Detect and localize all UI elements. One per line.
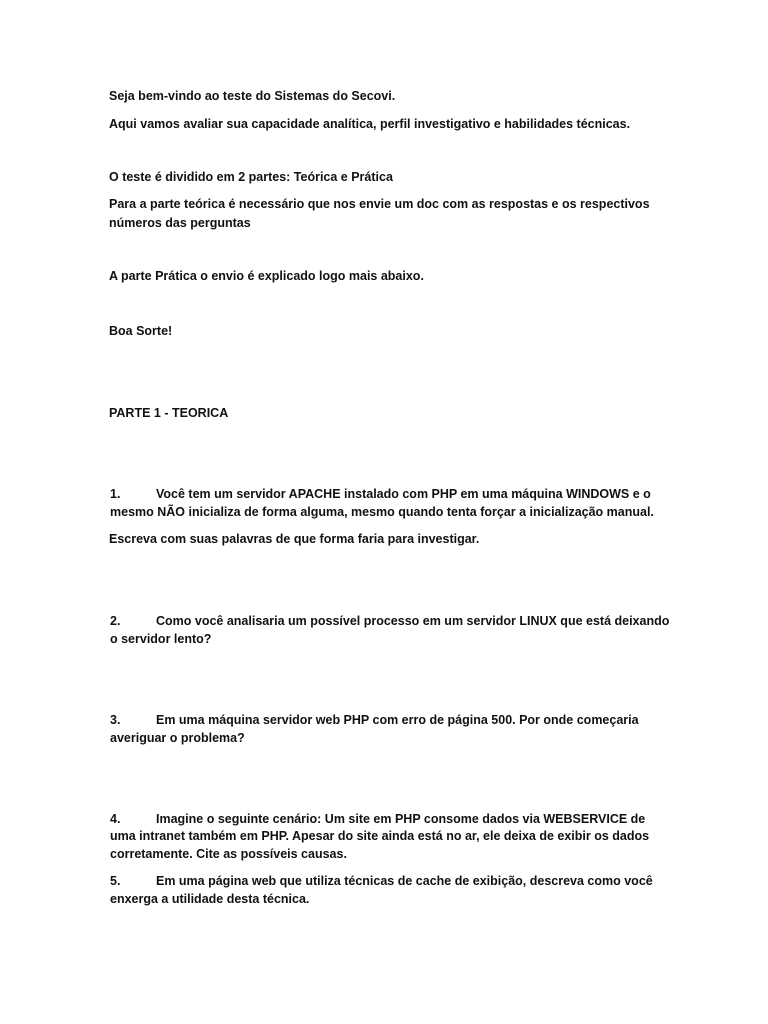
question-2-number: 2. <box>110 614 121 628</box>
question-1-number: 1. <box>110 487 121 501</box>
question-2-line-1 <box>110 612 669 631</box>
question-4-line-3: corretamente. Cite as possíveis causas. <box>110 847 347 861</box>
practice-text: A parte Prática o envio é explicado logo mais abaixo. <box>109 269 424 283</box>
question-3-text: Em uma máquina servidor web PHP com erro de página 500. Por onde começaria <box>156 713 639 727</box>
question-3-line-2: averiguar o problema? <box>110 731 245 745</box>
question-4-number: 4. <box>110 812 121 826</box>
purpose-text: Aqui vamos avaliar sua capacidade analítica, perfil investigativo e habilidades técnicas. <box>109 117 631 131</box>
question-3-line-1 <box>110 711 639 730</box>
question-5-text: Em uma página web que utiliza técnicas de cache de exibição, descreva como você <box>156 874 653 888</box>
question-1-text: Você tem um servidor APACHE instalado com PHP em uma máquina WINDOWS e o <box>156 487 651 501</box>
welcome-text: Seja bem-vindo ao teste do Sistemas do Secovi. <box>109 89 396 103</box>
parts-text: O teste é dividido em 2 partes: Teórica e Prática <box>109 170 393 184</box>
question-1-line-3: Escreva com suas palavras de que forma faria para investigar. <box>109 532 480 546</box>
theory-instructions-line-2: números das perguntas <box>109 216 251 230</box>
question-5-number: 5. <box>110 874 121 888</box>
theory-instructions-line-1: Para a parte teórica é necessário que nos envie um doc com as respostas e os respectivos <box>109 197 650 211</box>
question-3-number: 3. <box>110 713 121 727</box>
question-4-line-2: uma intranet também em PHP. Apesar do site ainda está no ar, ele deixa de exibir os dados <box>110 829 650 843</box>
question-1-line-1 <box>110 485 651 504</box>
question-1-line-2: mesmo NÃO inicializa de forma alguma, mesmo quando tenta forçar a inicialização manual. <box>110 505 654 519</box>
question-2-line-2: o servidor lento? <box>110 632 212 646</box>
question-2-text: Como você analisaria um possível processo em um servidor LINUX que está deixando <box>156 614 670 628</box>
question-5-line-1 <box>110 872 653 891</box>
question-4-text: Imagine o seguinte cenário: Um site em PHP consome dados via WEBSERVICE de <box>156 812 646 826</box>
section-title: PARTE 1 - TEORICA <box>109 406 229 420</box>
good-luck-text: Boa Sorte! <box>109 324 173 338</box>
question-5-line-2: enxerga a utilidade desta técnica. <box>110 892 310 906</box>
